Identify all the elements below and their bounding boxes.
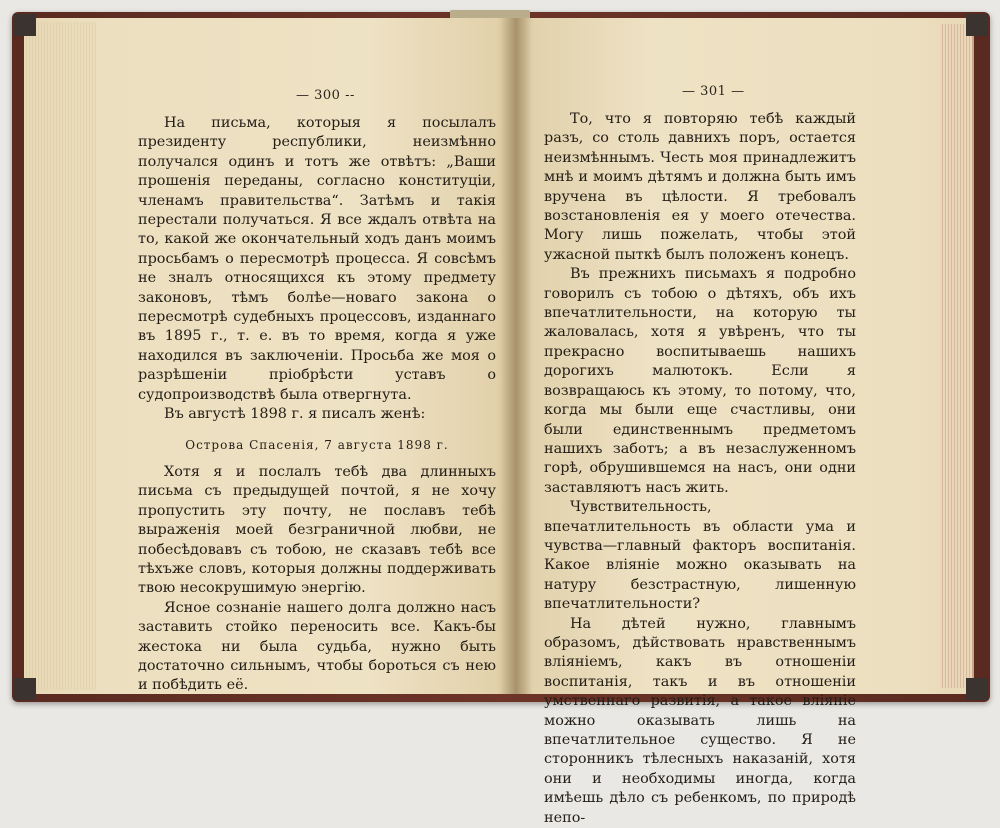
paragraph: Хотя я и послалъ тебѣ два длинныхъ письма съ предыдущей почтой, я не хочу пропустить эту почту, не пославъ тебѣ выраженія моей безграничной любви, не побесѣдовавъ съ тобою, не сказавъ тебѣ все тѣхъже словъ, которыя должны поддерживать твою несокрушимую энергію. — [138, 463, 496, 597]
paragraph: Въ прежнихъ письмахъ я подробно говорилъ съ тобою о дѣтяхъ, объ ихъ впечатлительности, на которую ты жаловалась, хотя я увѣренъ, что ты прекрасно воспитываешь нашихъ дорогихъ малютокъ. Если я возвращаюсь къ этому, то потому, что, когда мы были еще счастливы, они были единственнымъ предметомъ нашихъ заботъ; а въ незаслуженномъ горѣ, обрушившемся на насъ, они одни заставляютъ насъ жить. — [544, 266, 856, 496]
cover-corner — [966, 14, 988, 36]
paragraph: На письма, которыя я посылалъ президенту республики, неизмѣнно получался одинъ и тотъ же отвѣтъ: „Ваши прошенія переданы, согласно конституціи, членамъ правительства“. Затѣмъ и такія перестали получаться. Я все ждалъ отвѣта на то, какой же окончательный ходъ данъ моимъ просьбамъ о пересмотрѣ процесса. Я совсѣмъ не зналъ относящихся къ этому предмету законовъ, тѣмъ болѣе—новаго закона о пересмотрѣ судебныхъ процессовъ, изданнаго въ 1895 г., т. е. въ то время, когда я уже находился въ заключеніи. Просьба же моя о разрѣшеніи пріобрѣсти уставъ о судопроизводствѣ была отвергнута. — [138, 115, 496, 403]
right-page-edges — [940, 24, 974, 688]
letter-dateline: Острова Спасенія, 7 августа 1898 г. — [185, 437, 449, 452]
cover-corner — [966, 678, 988, 700]
left-page-text — [138, 114, 496, 696]
page-number-right: — 301 — — [682, 84, 745, 99]
cover-corner — [14, 14, 36, 36]
paragraph: Ясное сознаніе нашего долга должно насъ заставить стойко переносить все. Какъ-бы жестока ни была судьба, нужно быть достаточно сильнымъ, чтобы бороться съ нею и побѣдить её. — [138, 599, 496, 694]
cover-corner — [14, 678, 36, 700]
gutter-shadow — [500, 18, 532, 694]
paragraph: На дѣтей нужно, главнымъ образомъ, дѣйствовать нравственнымъ вліяніемъ, какъ въ отношеніи воспитанія, такъ и въ отношеніи умственнаго развитія, а такое вліяніе можно оказывать лишь на впечатлительное существо. Я не сторонникъ тѣлесныхъ наказаній, хотя они и необходимы иногда, когда имѣешь дѣло съ ребенкомъ, по природѣ непо- — [544, 615, 856, 826]
page-number-left: — 300 -- — [296, 88, 355, 103]
paragraph: Въ августѣ 1898 г. я писалъ женѣ: — [164, 406, 426, 423]
right-page-text — [544, 110, 856, 828]
right-page — [516, 18, 968, 826]
left-page-edges — [24, 22, 96, 690]
paragraph: Чувствительность, впечатлительность въ области ума и чувства—главный факторъ воспитанія. Какое вліяніе можно оказывать на натуру безстрастную, лишенную впечатлительности? — [544, 499, 856, 613]
paragraph: То, что я повторяю тебѣ каждый разъ, со столь давнихъ поръ, остается неизмѣннымъ. Честь моя принадлежитъ мнѣ и моимъ дѣтямъ и должна быть имъ вручена въ цѣлости. Я требовалъ возстановленія ея у моего отечества. Могу лишь пожелать, чтобы этой ужасной пыткѣ былъ положенъ конецъ. — [544, 111, 856, 263]
left-page — [24, 18, 516, 694]
